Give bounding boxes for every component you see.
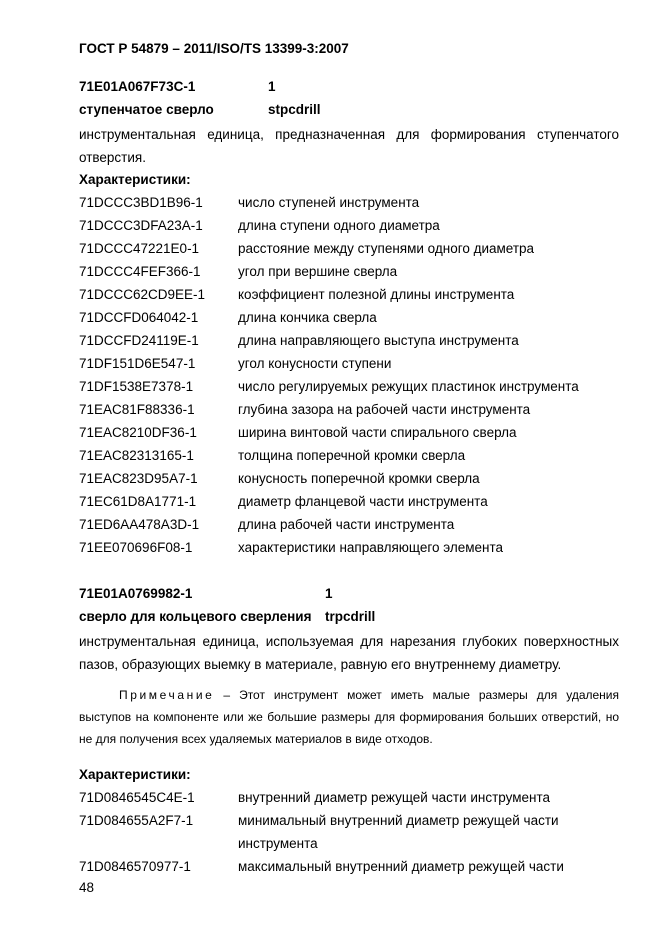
- char-code: 71EAC82313165-1: [79, 448, 194, 463]
- entry1-definition: инструментальная единица, предназначенная для формирования ступенчатого отверстия.: [79, 127, 619, 165]
- char-desc: число ступеней инструмента: [238, 195, 420, 210]
- char-desc: число регулируемых режущих пластинок инструмента: [238, 379, 579, 394]
- entry2-definition: инструментальная единица, используемая для нарезания глубоких поверхностных пазов, образующих выемку в материале, равную его внутреннему диаметру.: [79, 634, 619, 672]
- char-code: 71EAC823D95A7-1: [79, 471, 198, 486]
- entry2-characteristics-label: Характеристики:: [79, 767, 191, 782]
- char-desc: расстояние между ступенями одного диаметра: [238, 241, 535, 256]
- page-header: ГОСТ Р 54879 – 2011/ISO/TS 13399-3:2007: [79, 41, 349, 56]
- char-desc: длина кончика сверла: [238, 310, 377, 325]
- note-text: – Этот инструмент может иметь малые размеры для удаления выступов на компоненте или же большие размеры для формирования больших отверстий, но не для получения всех удаляемых материалов в виде отходов.: [79, 688, 619, 746]
- char-desc: угол конусности ступени: [238, 356, 392, 371]
- entry1-term-ru: ступенчатое сверло: [79, 102, 214, 117]
- entry1-characteristics-label: Характеристики:: [79, 172, 191, 187]
- page-number: 48: [79, 880, 95, 895]
- char-desc: диаметр фланцевой части инструмента: [238, 494, 488, 509]
- char-desc: внутренний диаметр режущей части инструмента: [238, 790, 551, 805]
- char-desc: максимальный внутренний диаметр режущей части: [238, 859, 564, 874]
- char-code: 71DCCC3DFA23A-1: [79, 218, 203, 233]
- char-code: 71DF1538E7378-1: [79, 379, 194, 394]
- char-code: 71D0846570977-1: [79, 859, 191, 874]
- entry1-version: 1: [268, 79, 276, 94]
- char-code: 71DCCC62CD9EE-1: [79, 287, 206, 302]
- entry2-note: [79, 684, 619, 750]
- char-code: 71DCCC47221E0-1: [79, 241, 200, 256]
- char-code: 71DCCFD064042-1: [79, 310, 199, 325]
- note-label: Примечание: [119, 688, 215, 702]
- char-desc: характеристики направляющего элемента: [238, 540, 504, 555]
- entry2-term-en: trpcdrill: [325, 609, 376, 624]
- char-desc: коэффициент полезной длины инструмента: [238, 287, 515, 302]
- char-desc: длина рабочей части инструмента: [238, 517, 455, 532]
- char-desc: длина направляющего выступа инструмента: [238, 333, 519, 348]
- char-code: 71EE070696F08-1: [79, 540, 193, 555]
- char-code: 71EAC81F88336-1: [79, 402, 195, 417]
- char-desc: конусность поперечной кромки сверла: [238, 471, 480, 486]
- entry2-term-ru: сверло для кольцевого сверления: [79, 609, 312, 624]
- char-code: 71DCCC3BD1B96-1: [79, 195, 203, 210]
- char-code: 71D0846545C4E-1: [79, 790, 195, 805]
- char-desc: ширина винтовой части спирального сверла: [238, 425, 517, 440]
- entry1-code: 71E01A067F73C-1: [79, 79, 196, 94]
- entry1-term-en: stpcdrill: [268, 102, 321, 117]
- char-desc: угол при вершине сверла: [238, 264, 398, 279]
- char-desc: длина ступени одного диаметра: [238, 218, 440, 233]
- char-code: 71ED6AA478A3D-1: [79, 517, 200, 532]
- entry2-code: 71E01A0769982-1: [79, 586, 193, 601]
- char-desc: минимальный внутренний диаметр режущей части: [238, 813, 559, 828]
- char-desc: глубина зазора на рабочей части инструмента: [238, 402, 531, 417]
- char-code: 71D084655A2F7-1: [79, 813, 194, 828]
- char-desc: толщина поперечной кромки сверла: [238, 448, 466, 463]
- char-code: 71DCCFD24119E-1: [79, 333, 199, 348]
- char-code: 71EC61D8A1771-1: [79, 494, 197, 509]
- char-code: 71DCCC4FEF366-1: [79, 264, 201, 279]
- char-code: 71EAC8210DF36-1: [79, 425, 197, 440]
- char-code: 71DF151D6E547-1: [79, 356, 196, 371]
- entry2-version: 1: [325, 586, 333, 601]
- char-desc-continued: инструмента: [238, 836, 318, 851]
